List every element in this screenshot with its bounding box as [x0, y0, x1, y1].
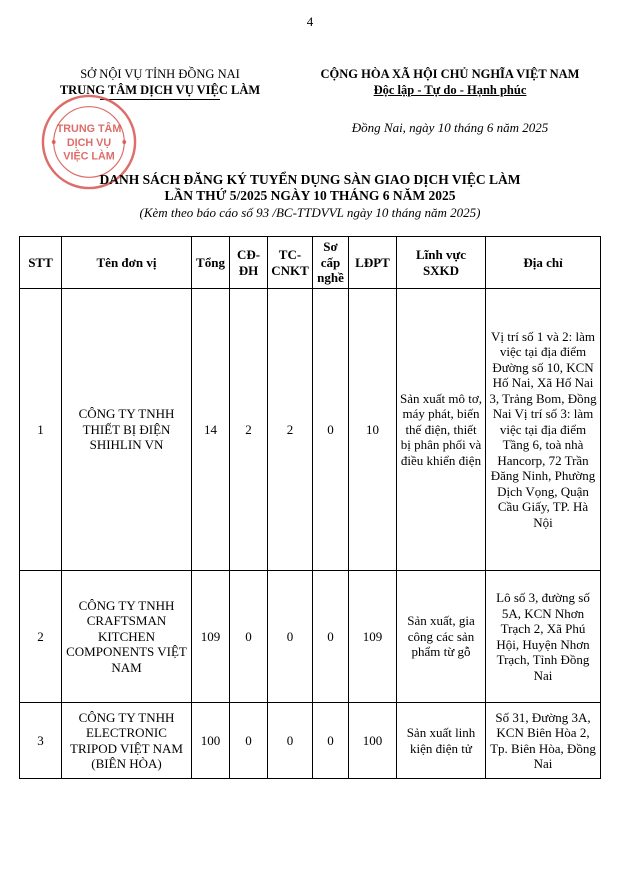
table-row [20, 571, 601, 703]
document-title [20, 172, 600, 204]
cell-stt: 3 [20, 703, 62, 779]
stamp-line-2: DỊCH VỤ [66, 136, 112, 149]
table-header-row [20, 237, 601, 289]
stamp-line-3: VIỆC LÀM [63, 150, 115, 163]
cell-unit-name: CÔNG TY TNHH ELECTRONIC TRIPOD VIỆT NAM (BIÊN HÒA) [62, 703, 192, 779]
cell-ldpt: 100 [349, 703, 397, 779]
cell-field: Sản xuất, gia công các sản phẩm từ gỗ [397, 571, 486, 703]
cell-tc-cnkt: 2 [268, 289, 313, 571]
country-name: CỘNG HÒA XÃ HỘI CHỦ NGHĨA VIỆT NAM [320, 67, 580, 81]
recruitment-table [19, 236, 601, 779]
cell-ldpt: 10 [349, 289, 397, 571]
agency-name: TRUNG TÂM DỊCH VỤ VIỆC LÀM [59, 83, 261, 97]
cell-address: Số 31, Đường 3A, KCN Biên Hòa 2, Tp. Biên Hòa, Đồng Nai [486, 703, 601, 779]
cell-field: Sản xuất linh kiện điện tử [397, 703, 486, 779]
date-line: Đồng Nai, ngày 10 tháng 6 năm 2025 [351, 120, 549, 135]
header-stt: STT [20, 237, 62, 289]
cell-stt: 2 [20, 571, 62, 703]
stamp-line-1: TRUNG TÂM [56, 123, 122, 136]
agency-parent: SỞ NỘI VỤ TỈNH ĐỒNG NAI [80, 67, 240, 81]
cell-address: Vị trí số 1 và 2: làm việc tại địa điểm Đường số 10, KCN Hố Nai, Xã Hố Nai 3, Trảng Bom, Đồng Nai Vị trí số 3: làm việc tại địa điểm Tầng 6, toà nhà Hancorp, 72 Trần Đăng Ninh, Phường Dịch Vọng, Quận Cầu Giấy, TP. Hà Nội [486, 289, 601, 571]
cell-cd-dh: 2 [230, 289, 268, 571]
national-motto: Độc lập - Tự do - Hạnh phúc [373, 83, 527, 97]
cell-cd-dh: 0 [230, 703, 268, 779]
header-field: Lĩnh vực SXKD [397, 237, 486, 289]
table-row [20, 289, 601, 571]
title-line-1: DANH SÁCH ĐĂNG KÝ TUYỂN DỤNG SÀN GIAO DỊCH VIỆC LÀM [99, 172, 521, 187]
national-header [300, 66, 600, 98]
header-unit-name: Tên đơn vị [62, 237, 192, 289]
cell-unit-name: CÔNG TY TNHH THIẾT BỊ ĐIỆN SHIHLIN VN [62, 289, 192, 571]
cell-tc-cnkt: 0 [268, 703, 313, 779]
cell-unit-name: CÔNG TY TNHH CRAFTSMAN KITCHEN COMPONENTS VIỆT NAM [62, 571, 192, 703]
cell-ldpt: 109 [349, 571, 397, 703]
cell-address: Lô số 3, đường số 5A, KCN Nhơn Trạch 2, Xã Phú Hội, Huyện Nhơn Trạch, Tỉnh Đồng Nai [486, 571, 601, 703]
cell-tc-cnkt: 0 [268, 571, 313, 703]
cell-total: 100 [192, 703, 230, 779]
cell-cd-dh: 0 [230, 571, 268, 703]
cell-so-cap: 0 [313, 289, 349, 571]
page-number: 4 [306, 14, 314, 29]
header-cd-dh: CĐ-ĐH [230, 237, 268, 289]
cell-total: 14 [192, 289, 230, 571]
header-ldpt: LĐPT [349, 237, 397, 289]
table-row [20, 703, 601, 779]
document-subtitle: (Kèm theo báo cáo số 93 /BC-TTDVVL ngày 10 tháng năm 2025) [139, 205, 481, 220]
header-so-cap: Sơ cấp nghề [313, 237, 349, 289]
cell-field: Sản xuất mô tơ, máy phát, biến thế điện, thiết bị phân phối và điều khiển điện [397, 289, 486, 571]
header-total: Tổng [192, 237, 230, 289]
cell-so-cap: 0 [313, 571, 349, 703]
title-line-2: LẦN THỨ 5/2025 NGÀY 10 THÁNG 6 NĂM 2025 [164, 188, 456, 203]
header-tc-cnkt: TC-CNKT [268, 237, 313, 289]
cell-so-cap: 0 [313, 703, 349, 779]
cell-total: 109 [192, 571, 230, 703]
cell-stt: 1 [20, 289, 62, 571]
header-address: Địa chỉ [486, 237, 601, 289]
